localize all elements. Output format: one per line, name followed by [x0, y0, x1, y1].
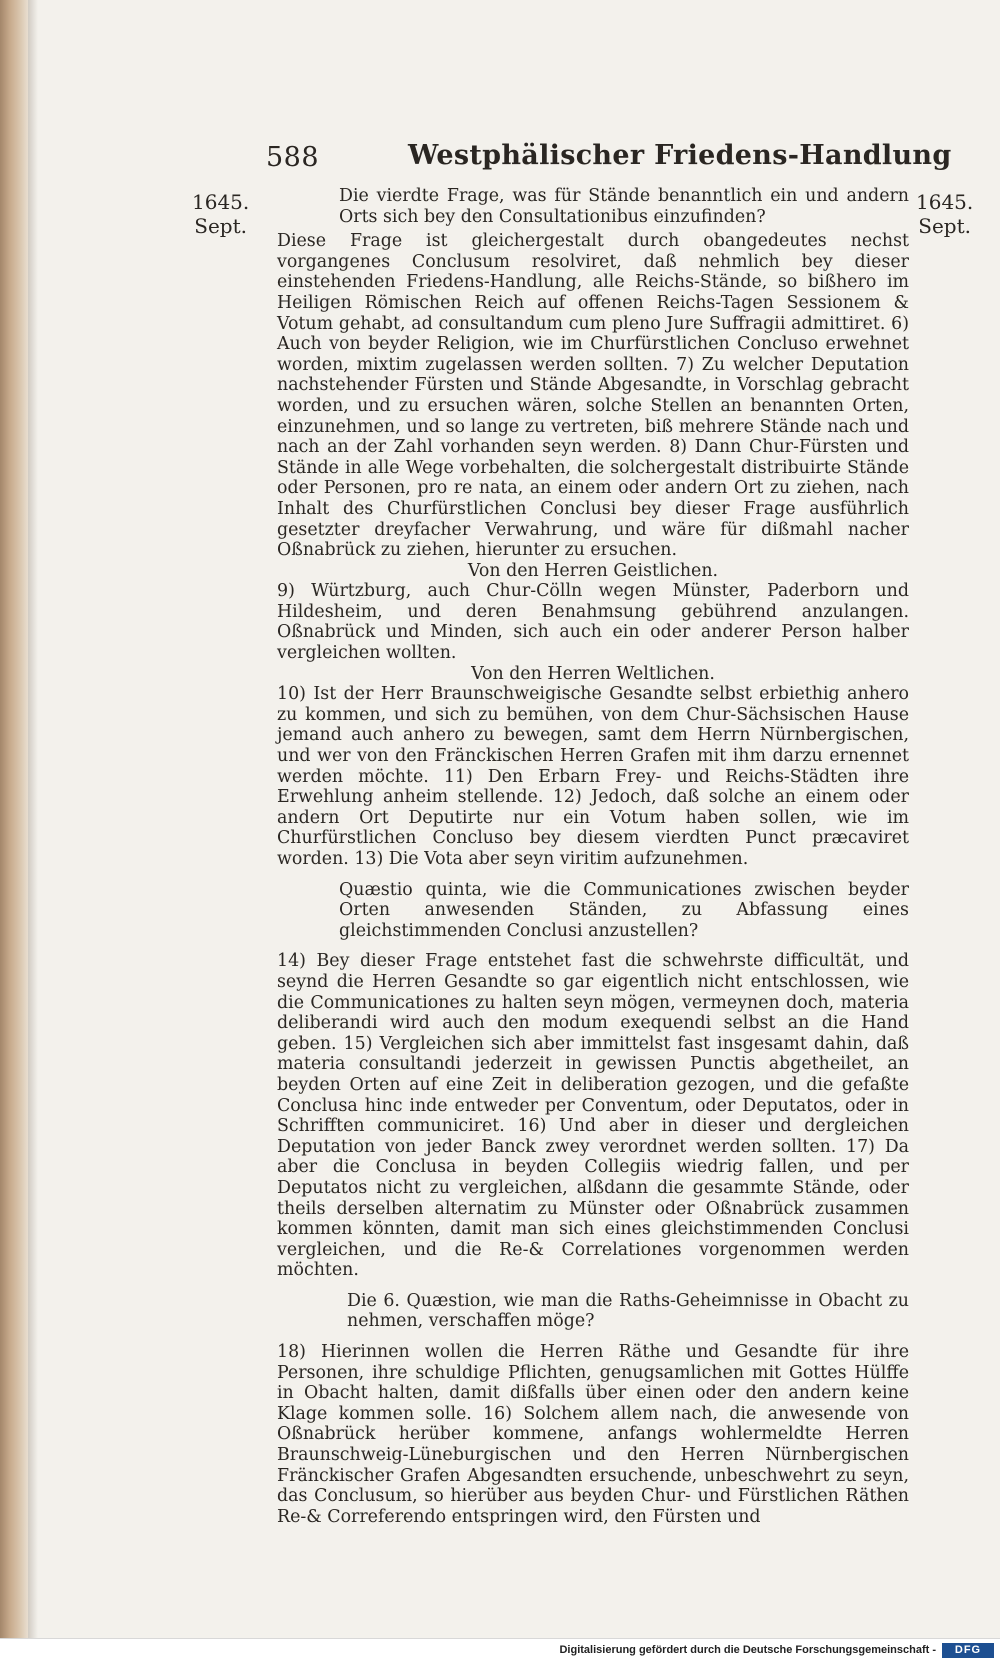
- left-margin-year: 1645.: [192, 190, 250, 214]
- footer-credit: Digitalisierung gefördert durch die Deutsche Forschungsgemeinschaft -: [559, 1644, 936, 1656]
- question-six: Die 6. Quæstion, wie man die Raths-Geheimnisse in Obacht zu nehmen, verschaffen möge?: [347, 1290, 909, 1332]
- running-title: Westphälischer Friedens-Handlung: [408, 140, 952, 171]
- digitization-footer: [0, 1638, 1000, 1663]
- paragraph-answer-four: Diese Frage ist gleichergestalt durch obangedeutes nechst vorgangenes Conclusum resolviret, daß nehmlich bey dieser einstehenden Friedens-Handlung, alle Reichs-Stände, so bißhero im Heiligen Römischen Reich auf offenen Reichs-Tagen Sessionem & Votum gehabt, ad consultandum cum pleno Jure Suffragii admittiret. 6) Auch von beyder Religion, wie im Churfürstlichen Concluso erwehnet worden, mixtim zugelassen werden sollten. 7) Zu welcher Deputation nachstehender Fürsten und Stände Abgesandte, in Vorschlag gebracht worden, und zu ersuchen wären, solche Stellen an benannten Orten, einzunehmen, und so lange zu vertreten, biß mehrere Stände nach und nach an der Zahl vorhanden seyn werden. 8) Dann Chur-Fürsten und Stände in alle Wege vorbehalten, die solchergestalt distribuirte Stände oder Personen, pro re nata, an einem oder andern Ort zu ziehen, nach Inhalt des Churfürstlichen Conclusi bey dieser Frage ausführlich gesetzter dreyfacher Verwahrung, und wäre für dißmahl nacher Oßnabrück zu ziehen, hierunter zu ersuchen.: [277, 231, 909, 561]
- paragraph-secular: 10) Ist der Herr Braunschweigische Gesandte selbst erbiethig anhero zu kommen, und sich zu bemühen, von dem Chur-Sächsischen Hause jemand auch anhero zu bewegen, samt dem Herrn Nürnbergischen, und wer von den Fränckischen Herren Grafen mit ihm darzu ernennet werden möchte. 11) Den Erbarn Frey- und Reichs-Städten ihre Erwehlung anheim stellende. 12) Jedoch, daß solche an einem oder andern Ort Deputirte nur ein Votum haben sollen, wie im Churfürstlichen Concluso bey diesem vierdten Punct præcaviret worden. 13) Die Vota aber seyn viritim aufzunehmen.: [277, 684, 909, 869]
- left-margin-month: Sept.: [194, 214, 247, 238]
- right-margin-year: 1645.: [916, 190, 974, 214]
- left-margin-note: [192, 190, 249, 238]
- gutter-shadow: [28, 0, 38, 1638]
- dfg-logo-icon: DFG: [942, 1643, 994, 1658]
- right-margin-note: [916, 190, 973, 238]
- page-header: [0, 142, 1000, 190]
- paragraph-answer-five: 14) Bey dieser Frage entstehet fast die schwehrste difficultät, und seynd die Herren Gesandte so gar eigentlich nicht entschlossen, wie die Communicationes zu halten seyn mögen, vermeynen doch, materia deliberandi wird auch den modum exequendi selbst an die Hand geben. 15) Vergleichen sich aber immittelst fast insgesamt dahin, daß materia consultandi jederzeit in gewissen Punctis abgetheilet, an beyden Orten auf eine Zeit in deliberation gezogen, und die gefaßte Conclusa hinc inde entweder per Conventum, oder Deputatos, oder in Schrifften communiciret. 16) Und aber in dieser und dergleichen Deputation von jeder Banck zwey verordnet werden sollten. 17) Da aber die Conclusa in beyden Collegiis wiedrig fallen, und per Deputatos nicht zu vergleichen, alßdann die gesammte Stände, oder theils derselben alternatim zu Münster oder Oßnabrück zusammen kommen könnten, damit man sich eines gleichstimmenden Conclusi vergleichen, und die Re-& Correlationes vorgenommen werden möchten.: [277, 951, 909, 1281]
- book-spine: [0, 0, 28, 1638]
- paragraph-answer-six: 18) Hierinnen wollen die Herren Räthe und Gesandte für ihre Personen, ihre schuldige Pflichten, genugsamlichen mit Gottes Hülffe in Obacht halten, damit dißfalls über einen oder den andern keine Klage kommen solle. 16) Solchem allem nach, die anwesende von Oßnabrück herüber kommene, anfangs wohlermeldte Herren Braunschweig-Lüneburgischen und den Herren Nürnbergischen Fränckischer Grafen Abgesandten ersuchende, unbeschwehrt zu seyn, das Conclusum, so hierüber aus beyden Chur- und Fürstlichen Räthen Re-& Correferendo entspringen wird, den Fürsten und: [277, 1342, 909, 1527]
- question-four: Die vierdte Frage, was für Stände benanntlich ein und andern Orts sich bey den Consultationibus einzufinden?: [339, 186, 909, 227]
- page-body: [277, 186, 909, 1527]
- question-five: Quæstio quinta, wie die Communicationes zwischen beyder Orten anwesenden Ständen, zu Abfassung eines gleichstimmenden Conclusi anzustellen?: [339, 879, 909, 941]
- paragraph-clergy: 9) Würtzburg, auch Chur-Cölln wegen Münster, Paderborn und Hildesheim, und deren Benahmsung gebührend anzulangen. Oßnabrück und Minden, sich auch ein oder anderer Person halber vergleichen wollten.: [277, 581, 909, 664]
- heading-secular: Von den Herren Weltlichen.: [471, 663, 715, 684]
- page-number: 588: [266, 142, 320, 173]
- heading-clergy: Von den Herren Geistlichen.: [467, 560, 719, 581]
- right-margin-month: Sept.: [918, 214, 971, 238]
